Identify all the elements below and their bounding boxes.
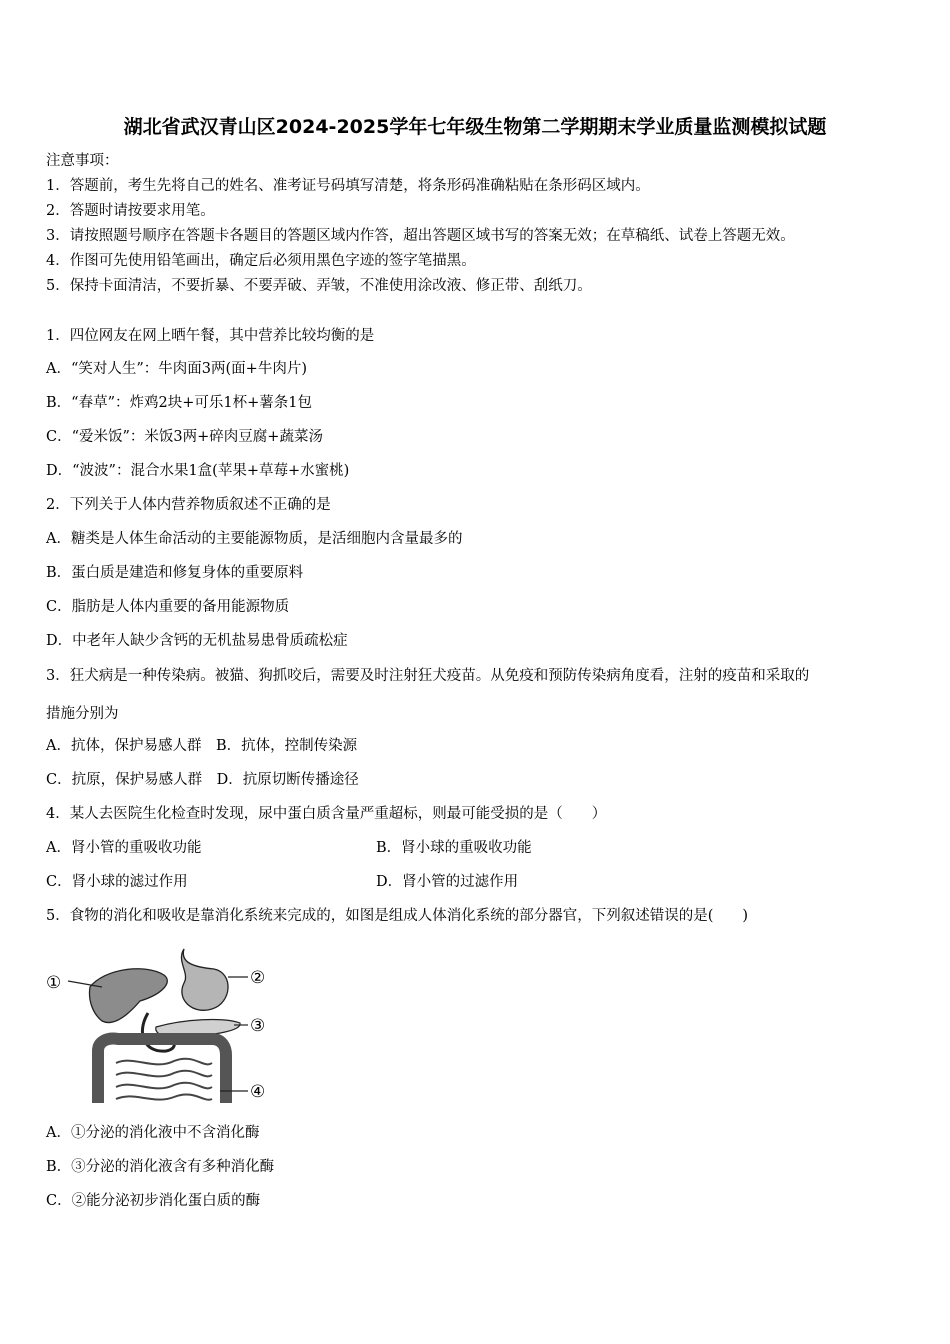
question-stem: 1．四位网友在网上晒午餐，其中营养比较均衡的是 [46, 328, 375, 344]
option: D．“波波”：混合水果1盒(苹果+草莓+水蜜桃) [46, 463, 350, 479]
option: A．糖类是人体生命活动的主要能源物质，是活细胞内含量最多的 [46, 531, 463, 547]
option-pair: A．抗体，保护易感人群 B．抗体，控制传染源 [46, 738, 358, 754]
option: A．肾小管的重吸收功能 [46, 840, 202, 856]
option: B．肾小球的重吸收功能 [376, 840, 532, 856]
option: C．②能分泌初步消化蛋白质的酶 [46, 1193, 261, 1209]
question-stem: 4．某人去医院生化检查时发现，尿中蛋白质含量严重超标，则最可能受损的是（ ） [46, 806, 607, 822]
option: B．蛋白质是建造和修复身体的重要原料 [46, 565, 304, 581]
notice-item: 3．请按照题号顺序在答题卡各题目的答题区域内作答，超出答题区域书写的答案无效；在草稿纸、试卷上答题无效。 [46, 228, 795, 244]
label-3: ③ [250, 1016, 266, 1036]
liver-shape [90, 969, 168, 1023]
question-stem: 3．狂犬病是一种传染病。被猫、狗抓咬后，需要及时注射狂犬疫苗。从免疫和预防传染病角度看，注射的疫苗和采取的 [46, 668, 810, 684]
option: C．肾小球的滤过作用 [46, 874, 188, 890]
option: C．脂肪是人体内重要的备用能源物质 [46, 599, 290, 615]
notice-item: 1．答题前，考生先将自己的姓名、准考证号码填写清楚，将条形码准确粘贴在条形码区域内。 [46, 178, 650, 194]
option-pair: C．抗原，保护易感人群 D．抗原切断传播途径 [46, 772, 359, 788]
option: A．①分泌的消化液中不含消化酶 [46, 1125, 260, 1141]
option-row [46, 838, 906, 858]
option: C．“爱米饭”：米饭3两+碎肉豆腐+蔬菜汤 [46, 429, 323, 445]
question-stem: 2．下列关于人体内营养物质叙述不正确的是 [46, 497, 331, 513]
page-title: 湖北省武汉青山区2024-2025学年七年级生物第二学期期末学业质量监测模拟试题 [123, 116, 827, 138]
notice-item: 4．作图可先使用铅笔画出，确定后必须用黑色字迹的签字笔描黑。 [46, 253, 476, 269]
option: B．“春草”：炸鸡2块+可乐1杯+薯条1包 [46, 395, 312, 411]
digestive-system-diagram [44, 943, 276, 1107]
question-stem-cont: 措施分别为 [46, 706, 119, 722]
stomach-shape [181, 949, 228, 1010]
label-4: ④ [250, 1082, 266, 1102]
large-intestine-shape [98, 1039, 226, 1104]
option: B．③分泌的消化液含有多种消化酶 [46, 1159, 275, 1175]
option: D．中老年人缺少含钙的无机盐易患骨质疏松症 [46, 633, 348, 649]
label-1: ① [46, 973, 62, 993]
label-2: ② [250, 968, 266, 988]
notice-item: 5．保持卡面清洁，不要折暴、不要弄破、弄皱，不准使用涂改液、修正带、刮纸刀。 [46, 278, 592, 294]
option: A．“笑对人生”：牛肉面3两(面+牛肉片) [46, 361, 307, 377]
option-row [46, 872, 906, 892]
question-stem: 5．食物的消化和吸收是靠消化系统来完成的，如图是组成人体消化系统的部分器官，下列叙述错误的是( ) [46, 908, 749, 924]
option: D．肾小管的过滤作用 [376, 874, 519, 890]
small-intestine-shape [116, 1059, 212, 1100]
notice-heading: 注意事项： [46, 153, 119, 169]
notice-item: 2．答题时请按要求用笔。 [46, 203, 215, 219]
